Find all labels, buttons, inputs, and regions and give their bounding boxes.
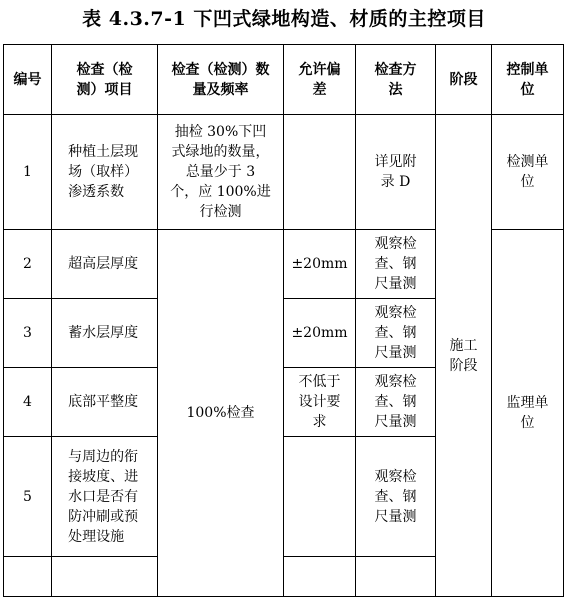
cell-tolerance: ±20mm	[284, 230, 356, 299]
cell-no: 4	[4, 368, 52, 437]
cell-method: 观察检查、钢尺量测	[356, 299, 436, 368]
cell-qty-merged: 100%检查	[158, 230, 284, 597]
cell-tolerance	[284, 115, 356, 230]
cell-method: 观察检查、钢尺量测	[356, 437, 436, 557]
cell-empty	[356, 557, 436, 597]
cell-empty	[52, 557, 158, 597]
cell-item: 蓄水层厚度	[52, 299, 158, 368]
cell-no: 3	[4, 299, 52, 368]
cell-empty	[284, 557, 356, 597]
cell-qty: 抽检 30%下凹式绿地的数量，总量少于 3 个，应 100%进行检测	[158, 115, 284, 230]
cell-item: 与周边的衔接坡度、进水口是否有防冲刷或预处理设施	[52, 437, 158, 557]
header-item: 检查（检测）项目	[52, 45, 158, 115]
table-title: 表 4.3.7-1 下凹式绿地构造、材质的主控项目	[82, 8, 486, 30]
header-qty: 检查（检测）数量及频率	[158, 45, 284, 115]
cell-method: 观察检查、钢尺量测	[356, 230, 436, 299]
cell-unit: 检测单位	[492, 115, 564, 230]
cell-no: 1	[4, 115, 52, 230]
cell-empty	[4, 557, 52, 597]
table-row	[4, 115, 564, 230]
cell-stage: 施工阶段	[436, 115, 492, 597]
header-no: 编号	[4, 45, 52, 115]
header-stage: 阶段	[436, 45, 492, 115]
cell-no: 5	[4, 437, 52, 557]
cell-tolerance: ±20mm	[284, 299, 356, 368]
header-method: 检查方法	[356, 45, 436, 115]
header-row	[4, 45, 564, 115]
cell-method: 观察检查、钢尺量测	[356, 368, 436, 437]
cell-item: 种植土层现场（取样）渗透系数	[52, 115, 158, 230]
header-unit: 控制单位	[492, 45, 564, 115]
spec-table	[3, 44, 564, 597]
cell-tolerance: 不低于设计要求	[284, 368, 356, 437]
cell-item: 超高层厚度	[52, 230, 158, 299]
cell-method: 详见附录 D	[356, 115, 436, 230]
cell-item: 底部平整度	[52, 368, 158, 437]
cell-no: 2	[4, 230, 52, 299]
header-tolerance: 允许偏差	[284, 45, 356, 115]
cell-tolerance	[284, 437, 356, 557]
cell-unit-merged: 监理单位	[492, 230, 564, 597]
